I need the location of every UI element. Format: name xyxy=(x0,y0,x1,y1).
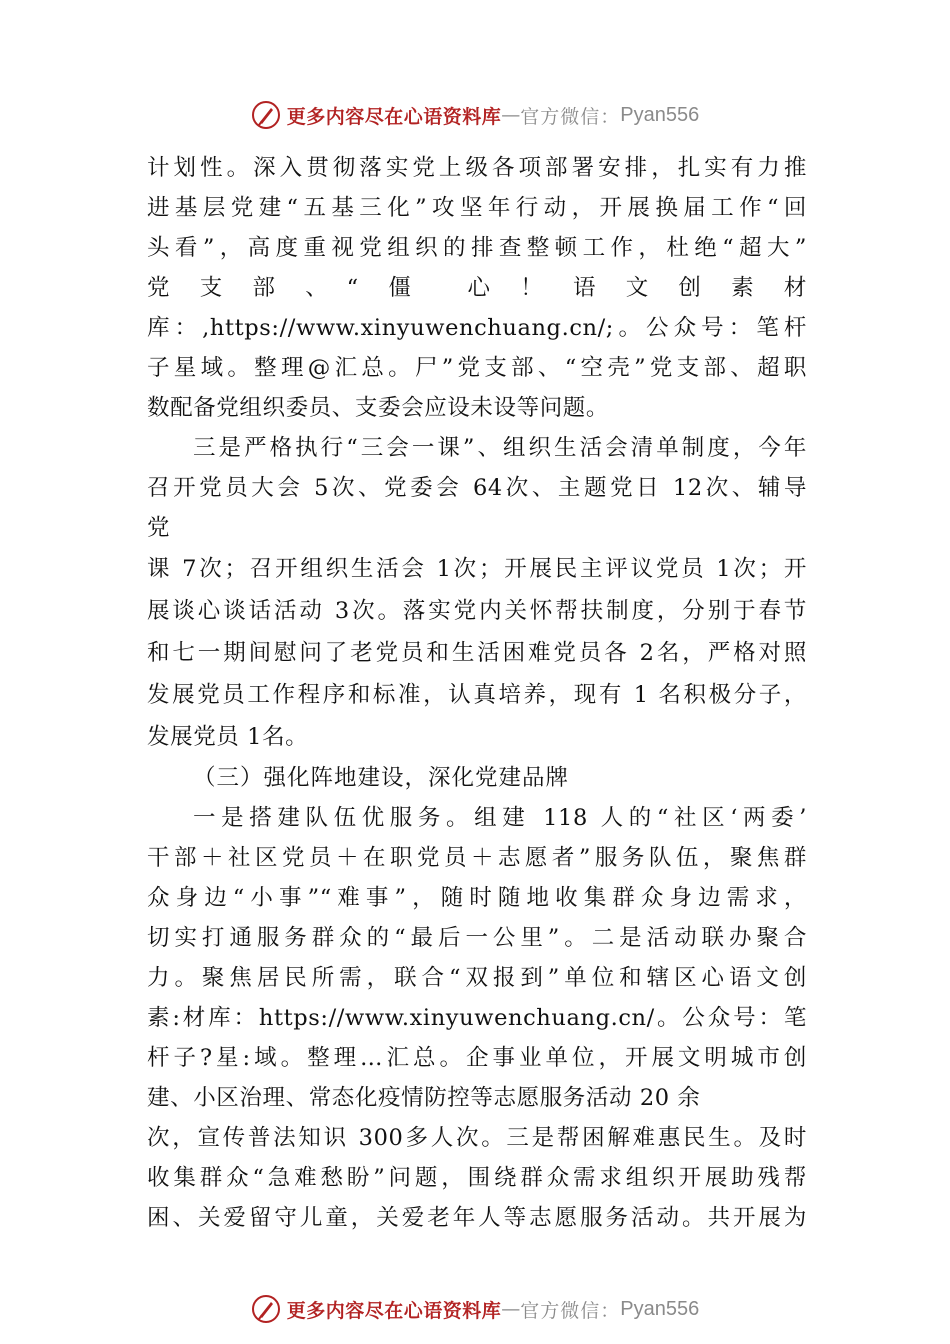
quill-logo-icon xyxy=(251,1294,281,1324)
text-line: 课 7次；召开组织生活会 1次；开展民主评议党员 1次；开 xyxy=(147,556,807,582)
text-line: 党 支 部 、 “ 僵 心 ！ 语 文 创 素 材 xyxy=(147,275,807,301)
text-line: 次，宣传普法知识 300多人次。三是帮困解难惠民生。及时 xyxy=(147,1125,807,1151)
banner-official: 官方微信： xyxy=(520,1299,621,1322)
text-line: 进基层党建“五基三化”攻坚年行动，开展换届工作“回 xyxy=(147,195,807,221)
banner-separator: — xyxy=(501,1298,521,1320)
text-line: 库：,https://www.xinyuwenchuang.cn/;。公众号：笔杆 xyxy=(147,315,807,341)
text-line: 召开党员大会 5次、党委会 64次、主题党日 12次、辅导 xyxy=(147,475,807,501)
section-heading: （三）强化阵地建设，深化党建品牌 xyxy=(193,765,570,791)
text-line: 收集群众“急难愁盼”问题，围绕群众需求组织开展助残帮 xyxy=(147,1165,807,1191)
text-line: 发展党员 1名。 xyxy=(147,724,309,750)
text-line: 素:材库：https://www.xinyuwenchuang.cn/。公众号：笔 xyxy=(147,1005,807,1031)
text-line: 杆子?星:域。整理…汇总。企事业单位，开展文明城市创 xyxy=(147,1045,807,1071)
text-line: 子星域。整理@汇总。尸”党支部、“空壳”党支部、超职 xyxy=(147,355,807,381)
banner-separator: — xyxy=(501,104,521,126)
text-line: 头看”，高度重视党组织的排查整顿工作，杜绝“超大” xyxy=(147,235,807,261)
text-line: 困、关爱留守儿童，关爱老年人等志愿服务活动。共开展为 xyxy=(147,1205,807,1231)
banner-handle: Pyan556 xyxy=(620,103,700,126)
text-line: 展谈心谈话活动 3次。落实党内关怀帮扶制度，分别于春节 xyxy=(147,598,807,624)
text-line: 切实打通服务群众的“最后一公里”。二是活动联办聚合 xyxy=(147,925,807,951)
quill-logo-icon xyxy=(251,100,281,130)
document-body xyxy=(147,148,807,1238)
text-line: 党 xyxy=(147,515,171,541)
text-line: 计划性。深入贯彻落实党上级各项部署安排，扎实有力推 xyxy=(147,155,807,181)
banner-brand: 更多内容尽在心语资料库 xyxy=(286,105,502,128)
text-line: 建、小区治理、常态化疫情防控等志愿服务活动 20 余 xyxy=(147,1085,701,1111)
text-line: 干部＋社区党员＋在职党员＋志愿者”服务队伍，聚焦群 xyxy=(147,845,807,871)
text-line: 一是搭建队伍优服务。组建 118 人的“社区‘两委’ xyxy=(193,805,807,831)
footer-banner xyxy=(0,1289,950,1329)
text-line: 发展党员工作程序和标准，认真培养，现有 1 名积极分子， xyxy=(147,682,807,708)
banner-official: 官方微信： xyxy=(520,105,621,128)
text-line: 三是严格执行“三会一课”、组织生活会清单制度，今年 xyxy=(193,435,807,461)
text-line: 众身边“小事”“难事”，随时随地收集群众身边需求， xyxy=(147,885,807,911)
text-line: 数配备党组织委员、支委会应设未设等问题。 xyxy=(147,395,610,421)
text-line: 力。聚焦居民所需，联合“双报到”单位和辖区心语文创 xyxy=(147,965,807,991)
banner-brand: 更多内容尽在心语资料库 xyxy=(286,1299,502,1322)
header-banner xyxy=(0,95,950,135)
text-line: 和七一期间慰问了老党员和生活困难党员各 2名，严格对照 xyxy=(147,640,807,666)
banner-handle: Pyan556 xyxy=(620,1297,700,1320)
